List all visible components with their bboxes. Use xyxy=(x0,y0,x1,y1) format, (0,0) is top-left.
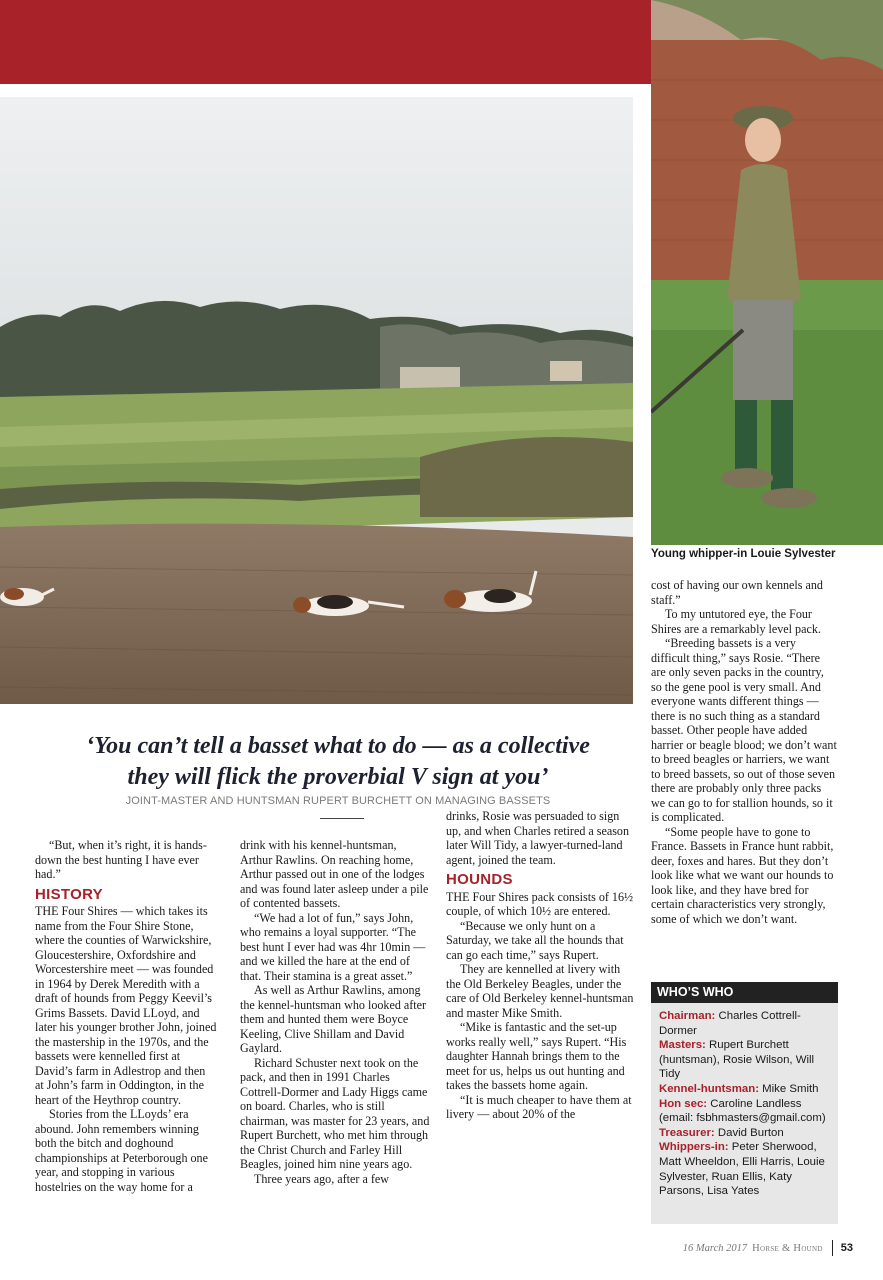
whos-who-label: Treasurer: xyxy=(659,1126,715,1139)
body-paragraph: They are kennelled at livery with the Old Berkeley Beagles, under the care of Old Berkeley kennel-huntsman and master Mike Smith. xyxy=(446,962,634,1020)
body-paragraph: “We had a lot of fun,” says John, who remains a loyal supporter. “The best hunt I ever had was 4hr 10min — and we killed the hare at the end of that. Their stamina is a great asset.” xyxy=(240,910,426,983)
pull-quote-attribution: JOINT-MASTER AND HUNTSMAN RUPERT BURCHETT ON MANAGING BASSETS xyxy=(125,795,551,807)
body-paragraph: Three years ago, after a few xyxy=(254,1171,389,1186)
whos-who-entries xyxy=(651,1003,838,1199)
whos-who-value: Caroline Landless (email: fsbhmasters@gmail.com) xyxy=(659,1097,826,1125)
body-paragraph: Stories from the LLoyds’ era abound. John remembers winning both the bitch and doghound championships at Peterborough one year, and stopping in various hostelries on the way home for a xyxy=(35,1107,208,1194)
issue-date: 16 March 2017 xyxy=(682,1242,748,1254)
whos-who-entry xyxy=(659,1097,830,1126)
whos-who-value: Charles Cottrell-Dormer xyxy=(659,1010,801,1037)
divider-rule xyxy=(320,818,364,819)
whos-who-label: Whippers-in: xyxy=(659,1141,729,1154)
body-paragraph: drink with his kennel-huntsman, Arthur Rawlins. On reaching home, Arthur passed out in one of the lodges and was found later asleep under a pile of contented bassets. xyxy=(240,838,429,910)
header-color-band xyxy=(0,0,651,84)
whos-who-entry xyxy=(659,1038,830,1082)
page-folio xyxy=(683,1240,853,1256)
whos-who-entry xyxy=(659,1126,830,1141)
pull-quote-line: they will flick the proverbial V sign at you’ xyxy=(127,764,549,790)
whos-who-value: Peter Sherwood, Matt Wheeldon, Elli Harris, Louie Sylvester, Ruan Ellis, Katy Parsons, Lisa Yates xyxy=(659,1141,825,1198)
whos-who-title: WHO’S WHO xyxy=(651,982,838,1003)
pull-quote xyxy=(20,731,656,793)
body-paragraph: Richard Schuster next took on the pack, and then in 1991 Charles Cottrell-Dormer and Lady Higgs came on board. Charles, who is still chairman, was master for 23 years, and Rupert Burchett, who met him through the Christ Church and Farley Hill Beagles, joined him nine years ago. xyxy=(240,1055,430,1171)
body-paragraph: THE Four Shires — which takes its name from the Four Shire Stone, where the counties of Warwickshire, Gloucestershire, Oxfordshire and Worcestershire meet — was founded in 1964 by Derek Meredith with a draft of hounds from Peggy Keevil’s Grims Bassets. David LLoyd, and later his younger brother John, joined the mastership in the 1970s, and the bassets were kennelled first at David’s farm in Adlestrop and then at John’s farm in Oddington, in the heart of the Heythrop country. xyxy=(35,904,217,1107)
body-paragraph: “It is much cheaper to have them at livery — about 20% of the xyxy=(446,1092,632,1121)
body-paragraph: To my untutored eye, the Four Shires are a remarkably level pack. xyxy=(651,607,821,636)
page-number: 53 xyxy=(840,1242,853,1254)
body-paragraph: “Breeding bassets is a very difficult thing,” says Rosie. “There are only seven packs in the country, so the gene pool is very small. And everyone wants different things — there is no such thing as a standard basset. Other people have added harrier or beagle blood; we don’t want to breed beagles or harriers, we want to breed bassets, so out of those seven there are probably only three packs we can go to for stallion hounds, so it is complicated. xyxy=(651,636,837,824)
body-paragraph: “Because we only hunt on a Saturday, we take all the hounds that can go each time,” says Rupert. xyxy=(446,918,624,962)
body-column-2 xyxy=(240,838,430,1186)
section-heading-history: HISTORY xyxy=(35,885,103,903)
body-column-1 xyxy=(35,838,217,1194)
folio-divider xyxy=(832,1240,833,1256)
whos-who-label: Chairman: xyxy=(659,1010,716,1022)
whos-who-entry xyxy=(659,1009,830,1038)
body-column-3 xyxy=(446,809,636,1122)
body-paragraph: “But, when it’s right, it is hands-down the best hunting I have ever had.” xyxy=(35,838,207,881)
whipper-in-portrait-photo xyxy=(651,0,883,545)
whos-who-value: Rupert Burchett (huntsman), Rosie Wilson, Will Tidy xyxy=(659,1039,815,1081)
whos-who-entry xyxy=(659,1140,830,1198)
pull-quote-line: ‘You can’t tell a basset what to do — as a collective xyxy=(86,733,590,759)
whos-who-label: Kennel-huntsman: xyxy=(659,1082,759,1095)
photo-caption: Young whipper-in Louie Sylvester xyxy=(651,548,836,560)
whos-who-label: Masters: xyxy=(659,1039,706,1052)
bassets-field-photo xyxy=(0,97,633,704)
body-paragraph: “Some people have to gone to France. Bassets in France hunt rabbit, deer, foxes and hares. But they don’t look like what we want our hounds to look like, and they have bred for certain characteristics very strongly, some of which we don’t want. xyxy=(651,824,834,926)
magazine-name: Horse & Hound xyxy=(752,1242,823,1254)
body-paragraph: THE Four Shires pack consists of 16½ couple, of which 10½ are entered. xyxy=(446,889,634,918)
whos-who-entry xyxy=(659,1082,830,1097)
section-heading-hounds: HOUNDS xyxy=(446,871,513,888)
whos-who-box xyxy=(651,982,838,1224)
whos-who-label: Hon sec: xyxy=(659,1097,708,1110)
whos-who-value: David Burton xyxy=(714,1126,784,1139)
body-paragraph: “Mike is fantastic and the set-up works really well,” says Rupert. “His daughter Hannah brings them to the meet for us, helps us out hunting and takes the bassets home again. xyxy=(446,1020,627,1092)
body-paragraph: drinks, Rosie was persuaded to sign up, and when Charles retired a season later Will Tidy, a lawyer-turned-land agent, joined the team. xyxy=(446,809,630,867)
body-paragraph: As well as Arthur Rawlins, among the kennel-huntsman who looked after them and hunted them were Boyce Keeling, Clive Shillam and David Gaylard. xyxy=(240,983,427,1055)
body-paragraph: cost of having our own kennels and staff.” xyxy=(651,578,823,607)
body-column-4 xyxy=(651,578,837,926)
whos-who-value: Mike Smith xyxy=(759,1082,819,1095)
